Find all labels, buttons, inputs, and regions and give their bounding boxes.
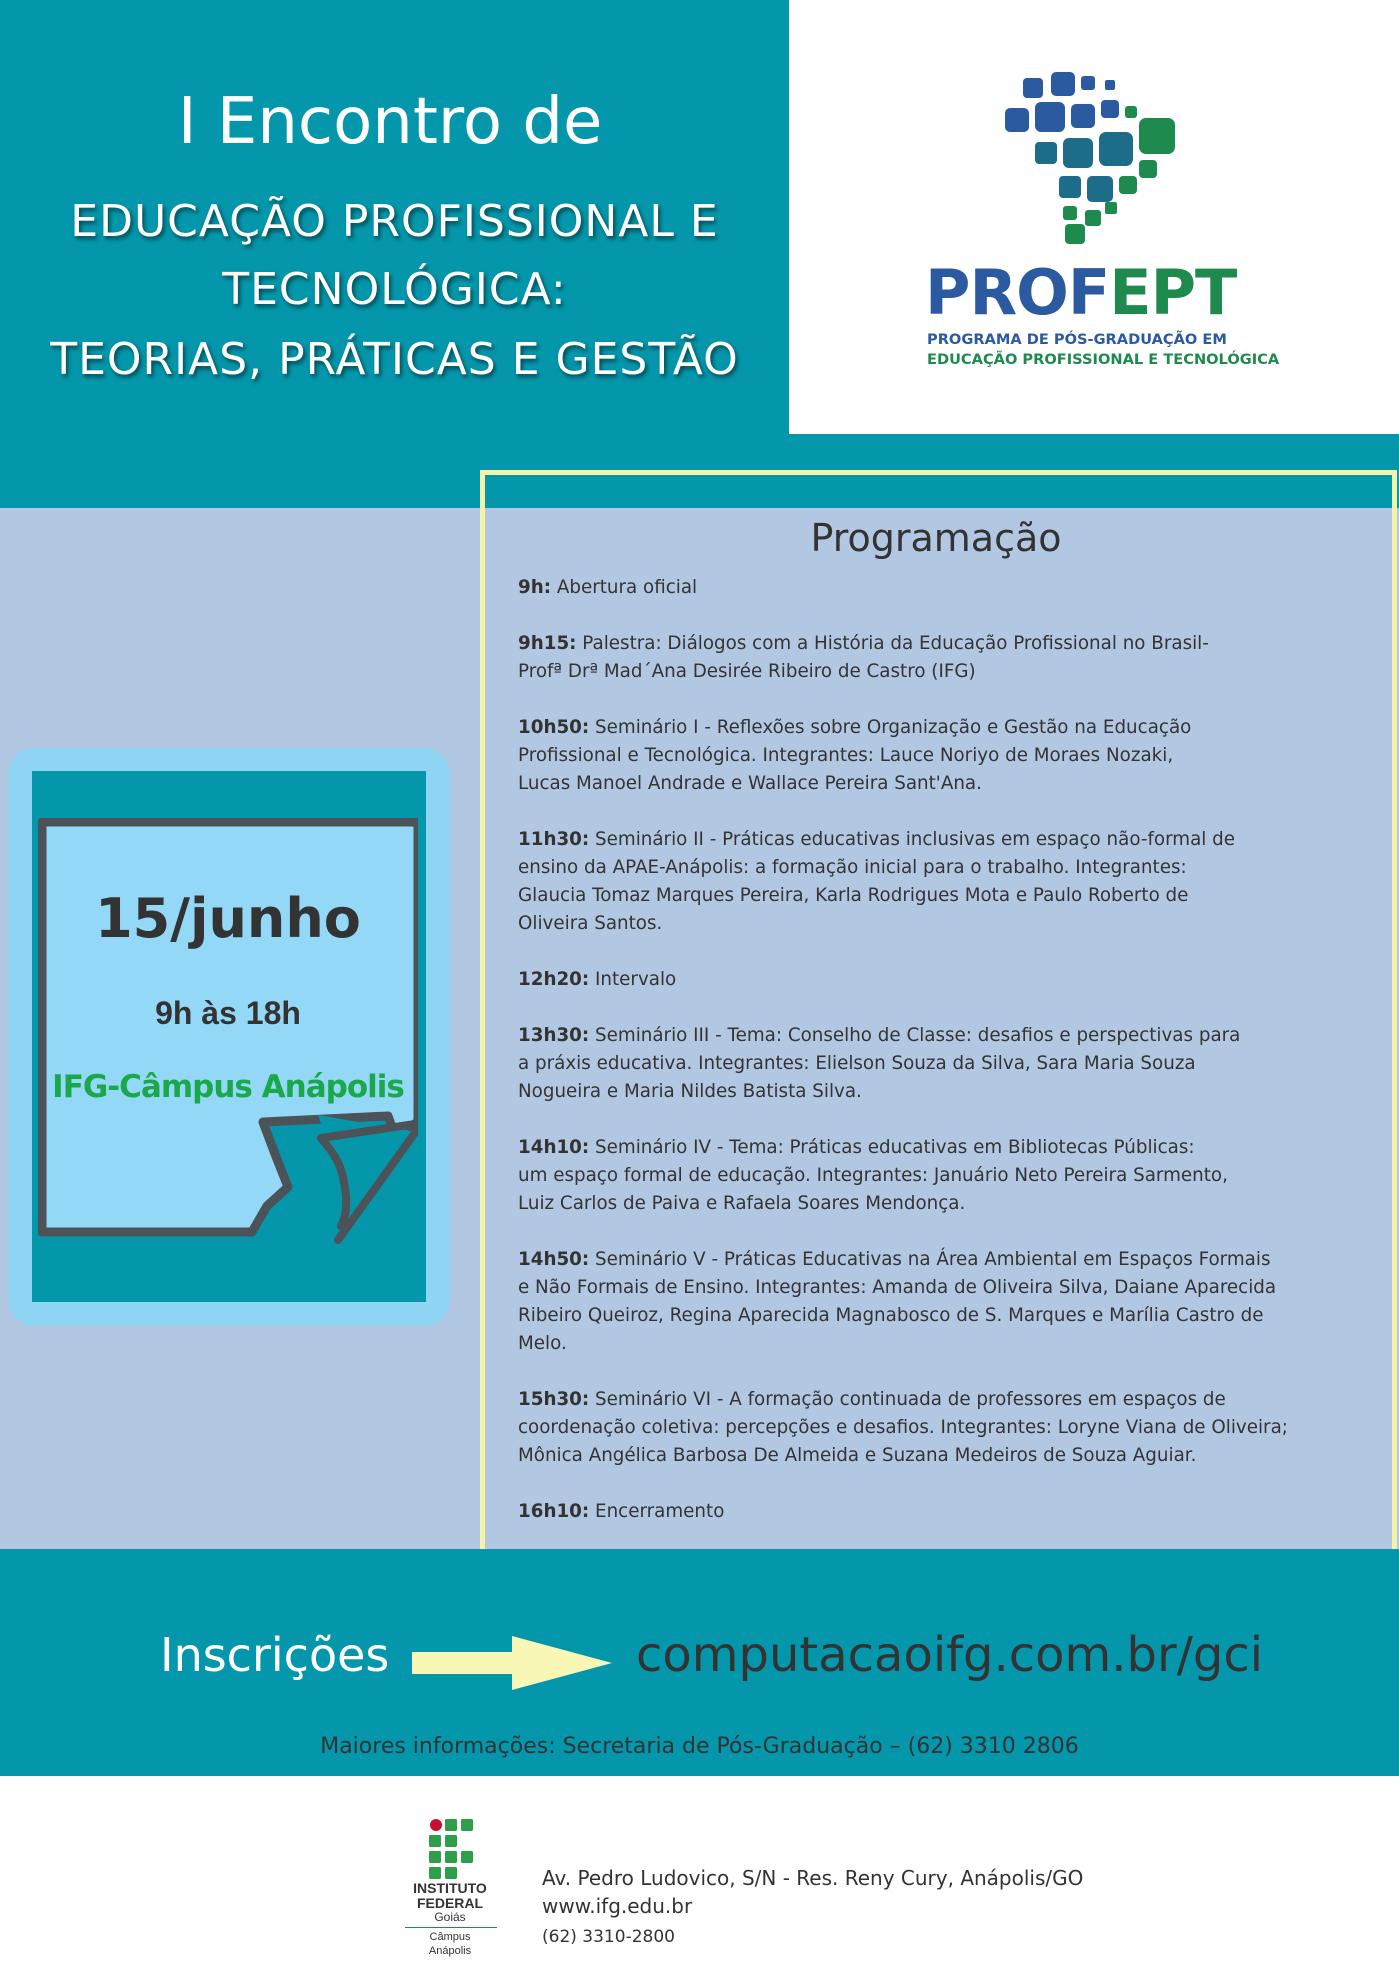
profept-tagline-2: EDUCAÇÃO PROFISSIONAL E TECNOLÓGICA bbox=[927, 351, 1280, 368]
registration-url[interactable]: computacaoifg.com.br/gci bbox=[636, 1627, 1264, 1683]
schedule-time: 12h20: bbox=[518, 969, 590, 990]
schedule-text: Seminário II - Práticas educativas inclusivas em espaço não-formal de bbox=[589, 829, 1236, 850]
ifg-logo-line-5: Anápolis bbox=[428, 1945, 472, 1957]
schedule-entry bbox=[518, 1022, 1318, 1106]
arrow-right-icon bbox=[412, 1636, 612, 1690]
schedule-time: 10h50: bbox=[518, 717, 590, 738]
wordmark-ept: EPT bbox=[1109, 256, 1237, 329]
schedule-entry bbox=[518, 574, 1318, 602]
note-paper-icon bbox=[38, 818, 418, 1258]
ifg-logo-line-4: Câmpus bbox=[429, 1931, 471, 1943]
schedule-text: ensino da APAE-Anápolis: a formação inicial para o trabalho. Integrantes: bbox=[518, 857, 1187, 878]
ifg-logo-line-2: FEDERAL bbox=[416, 1895, 484, 1911]
footer-website[interactable]: www.ifg.edu.br bbox=[542, 1894, 693, 1918]
profept-logo-icon bbox=[1005, 72, 1185, 247]
ifg-logo-line-3: Goiás bbox=[434, 1910, 466, 1924]
event-hours: 9h às 18h bbox=[155, 995, 301, 1031]
schedule-entry bbox=[518, 630, 1318, 686]
schedule-time: 9h: bbox=[518, 577, 552, 598]
event-date: 15/junho bbox=[95, 887, 361, 950]
event-title: I Encontro de bbox=[177, 85, 603, 159]
schedule-text: Seminário IV - Tema: Práticas educativas em Bibliotecas Públicas: bbox=[589, 1137, 1195, 1158]
schedule-text: Profª Drª Mad´Ana Desirée Ribeiro de Castro (IFG) bbox=[518, 661, 976, 682]
schedule-entry bbox=[518, 966, 1318, 994]
schedule-time: 15h30: bbox=[518, 1389, 590, 1410]
schedule-text: Palestra: Diálogos com a História da Educação Profissional no Brasil- bbox=[576, 633, 1209, 654]
schedule-entry bbox=[518, 714, 1318, 798]
footer-address: Av. Pedro Ludovico, S/N - Res. Reny Cury, Anápolis/GO bbox=[542, 1866, 1084, 1890]
schedule-time: 9h15: bbox=[518, 633, 577, 654]
schedule-text: Glaucia Tomaz Marques Pereira, Karla Rodrigues Mota e Paulo Roberto de bbox=[518, 885, 1189, 906]
schedule-time: 11h30: bbox=[518, 829, 590, 850]
schedule-text: Lucas Manoel Andrade e Wallace Pereira Sant'Ana. bbox=[518, 773, 982, 794]
profept-tagline-1: PROGRAMA DE PÓS-GRADUAÇÃO EM bbox=[927, 331, 1227, 348]
schedule-text: Profissional e Tecnológica. Integrantes: Lauce Noriyo de Moraes Nozaki, bbox=[518, 745, 1174, 766]
event-subtitle-line-3: TEORIAS, PRÁTICAS E GESTÃO bbox=[50, 334, 739, 385]
event-campus: IFG-Câmpus Anápolis bbox=[52, 1069, 404, 1105]
program-title: Programação bbox=[810, 516, 1062, 560]
schedule-text: Intervalo bbox=[589, 969, 677, 990]
header-banner bbox=[0, 0, 789, 508]
schedule-text: Encerramento bbox=[589, 1501, 725, 1522]
schedule-text: Nogueira e Maria Nildes Batista Silva. bbox=[518, 1081, 862, 1102]
schedule-entry bbox=[518, 826, 1318, 938]
registration-label: Inscrições bbox=[160, 1628, 390, 1682]
schedule-entry bbox=[518, 1498, 1318, 1526]
schedule-time: 13h30: bbox=[518, 1025, 590, 1046]
schedule-text: Seminário I - Reflexões sobre Organização e Gestão na Educação bbox=[589, 717, 1192, 738]
ifg-logo-line-1: INSTITUTO bbox=[413, 1880, 487, 1896]
schedule-text: Seminário III - Tema: Conselho de Classe: desafios e perspectivas para bbox=[589, 1025, 1241, 1046]
footer-phone: (62) 3310-2800 bbox=[542, 1927, 675, 1947]
schedule-text: Ribeiro Queiroz, Regina Aparecida Magnabosco de S. Marques e Marília Castro de bbox=[518, 1305, 1264, 1326]
schedule-text: Luiz Carlos de Paiva e Rafaela Soares Mendonça. bbox=[518, 1193, 966, 1214]
schedule-time: 16h10: bbox=[518, 1501, 590, 1522]
schedule-text: coordenação coletiva: percepções e desafios. Integrantes: Loryne Viana de Oliveira; bbox=[518, 1417, 1288, 1438]
wordmark-prof: PROF bbox=[925, 256, 1110, 329]
schedule-entry bbox=[518, 1134, 1318, 1218]
schedule-text: Abertura oficial bbox=[551, 577, 698, 598]
profept-wordmark bbox=[925, 256, 1265, 329]
schedule-entry bbox=[518, 1386, 1318, 1470]
event-subtitle-line-1: EDUCAÇÃO PROFISSIONAL E bbox=[70, 196, 719, 247]
schedule-text: Mônica Angélica Barbosa De Almeida e Suzana Medeiros de Souza Aguiar. bbox=[518, 1445, 1197, 1466]
schedule-text: a práxis educativa. Integrantes: Elielson Souza da Silva, Sara Maria Souza bbox=[518, 1053, 1196, 1074]
event-subtitle-line-2: TECNOLÓGICA: bbox=[222, 264, 567, 315]
schedule-time: 14h50: bbox=[518, 1249, 590, 1270]
schedule-text: e Não Formais de Ensino. Integrantes: Amanda de Oliveira Silva, Daiane Aparecida bbox=[518, 1277, 1277, 1298]
more-info-text: Maiores informações: Secretaria de Pós-Graduação – (62) 3310 2806 bbox=[320, 1734, 1079, 1759]
schedule-text: Seminário V - Práticas Educativas na Área Ambiental em Espaços Formais bbox=[589, 1249, 1271, 1270]
schedule-entry bbox=[518, 1246, 1318, 1358]
schedule-text: Oliveira Santos. bbox=[518, 913, 663, 934]
schedule-text: um espaço formal de educação. Integrantes: Januário Neto Pereira Sarmento, bbox=[518, 1165, 1228, 1186]
ifg-logo-divider bbox=[405, 1927, 497, 1928]
schedule-text: Melo. bbox=[518, 1333, 567, 1354]
schedule-time: 14h10: bbox=[518, 1137, 590, 1158]
schedule-list bbox=[518, 574, 1318, 1554]
schedule-text: Seminário VI - A formação continuada de professores em espaços de bbox=[589, 1389, 1226, 1410]
